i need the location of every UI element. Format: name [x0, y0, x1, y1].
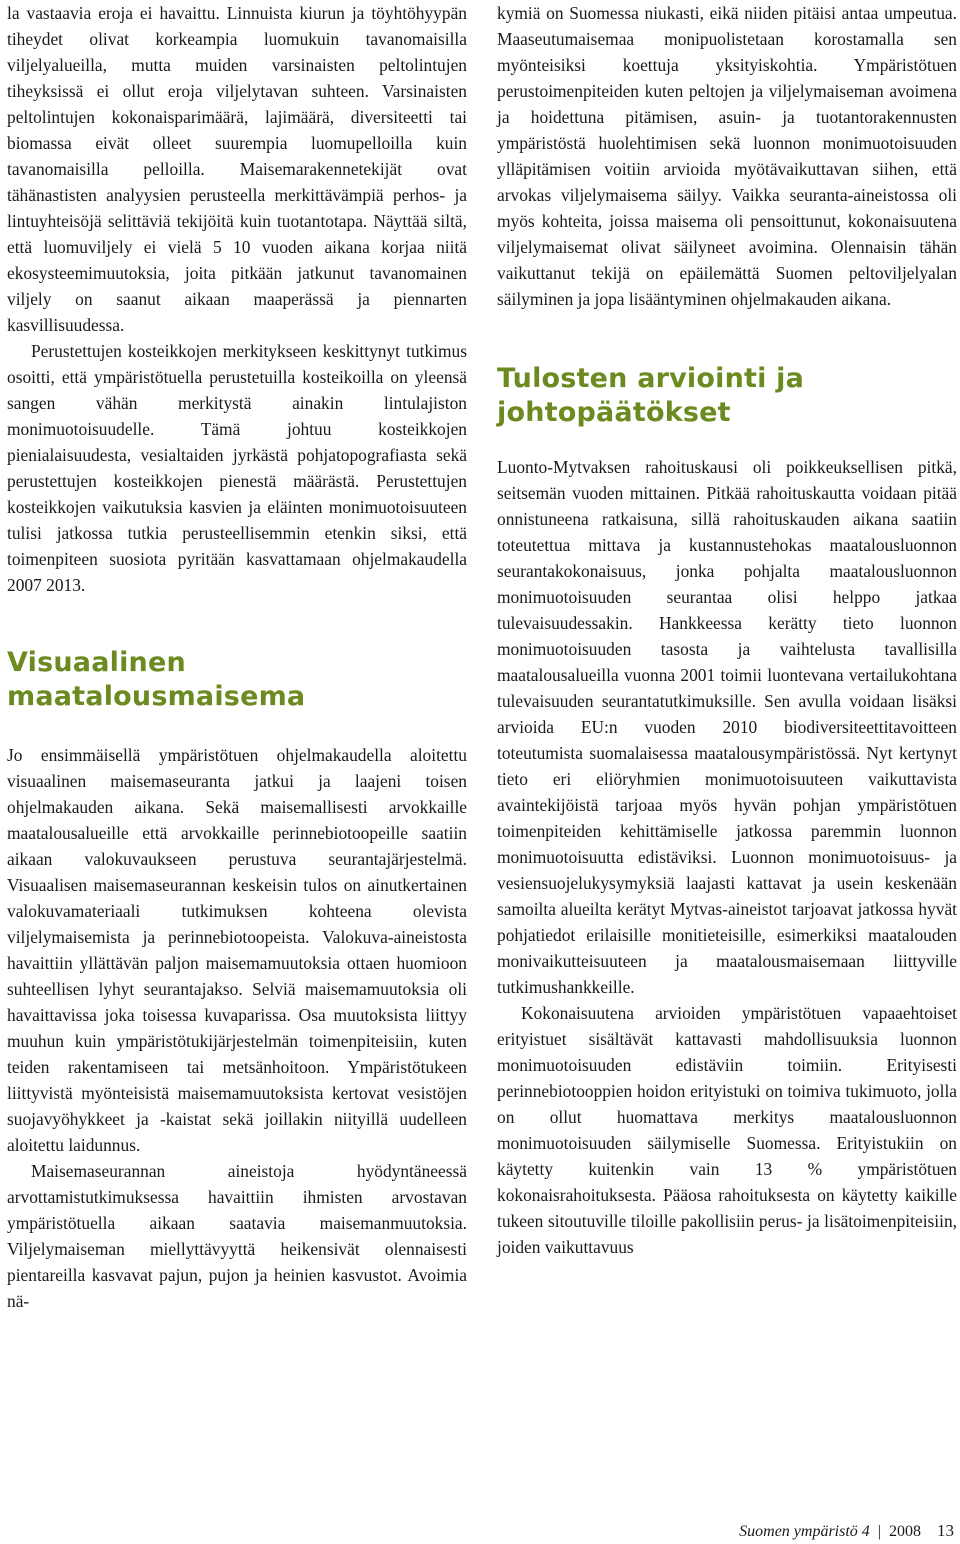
paragraph-open-views: kymiä on Suomessa niukasti, eikä niiden pitäisi antaa umpeutua. Maaseutumaisemaa monipuolistetaan korostamalla sen myönteisiksi koettuja yksityiskohtia. Ympäristötuen perustoimenpiteiden kuten peltojen ja viljelymaiseman avoimena ja hoidettuna pitämisen, asuin- ja tuotantorakennusten ympäristöstä huolehtimisen sekä luonnon monimuotoisuuden ylläpitämisen voitiin arvioida myötävaikuttavan siihen, että arvokas viljelymaisema säilyy. Vaikka seuranta-aineistossa oli myös kohteita, joissa maisema oli pensoittunut, kokonaisuutena viljelymaisemat olivat säilyneet avoimina. Olennaisin tähän vaikuttanut tekijä on epäilemättä Suomen peltoviljelyalan säilyminen ja jopa lisääntyminen ohjelmakauden aikana. — [497, 3, 957, 309]
paragraph-valuation-study: Maisemaseurannan aineistoja hyödyntäneessä arvottamistutkimuksessa havaittiin ihmisten arvostavan ympäristötuella aikaan saatavia maisemanmuutoksia. Viljelymaiseman miellyttävyyttä heikensivät olennaisesti pientareilla kasvavat pajun, pujon ja heinien kasvustot. Avoimia nä- — [7, 1161, 467, 1311]
footer-year: 2008 — [889, 1523, 921, 1540]
paragraph-overall-assessment: Kokonaisuutena arvioiden ympäristötuen vapaaehtoiset erityistuet sisältävät kattavasti mahdollisuuksia luonnon monimuotoisuuden edistäviin toimiin. Erityisesti perinnebiotooppien hoidon erityistuki on toimiva tukimuoto, jolla on ollut huomattava merkitys maatalousluonnon monimuotoisuuden säilymiselle Suomessa. Erityistukiin on käytetty kuitenkin vain 13 % ympäristötuen kokonaisrahoituksesta. Pääosa rahoituksesta on käytetty kaikille tukeen sitoutuville tiloille pakollisiin perus- ja lisätoimenpiteisiin, joiden vaikuttavuus — [497, 1003, 957, 1257]
paragraph-landscape-monitoring: Jo ensimmäisellä ympäristötuen ohjelmakaudella aloitettu visuaalinen maisemaseuranta jatkui ja laajeni toisen ohjelmakauden aikana. Sekä maisemallisesti arvokkaille maatalousalueille että arvokkaille perinnebiotoopeille saatiin aikaan valokuvaukseen perustuva seurantajärjestelmä. Visuaalisen maisemaseurannan keskeisin tulos on ainutkertainen valokuvamateriaali tutkimuksen kohteena olevista viljelymaisemista ja perinnebiotoopeista. Valokuva-aineistosta havaittiin yllättävän paljon maisemamuutoksia ottaen huomioon suhteellisen lyhyt seurantajakso. Selviä maisemamuutoksia oli havaittavissa joka toisessa kuvaparissa. Osa muutoksista liittyy muuhun kuin ympäristötukijärjestelmän toimenpiteisiin, kuten teiden rakentamiseen tai metsänhoitoon. Ympäristötukeen liittyvistä myönteisistä maisemamuutoksista kertovat vesistöjen suojavyöhykkeet ja -kaistat sekä joillakin niityillä uudelleen aloitettu laidunnus. — [7, 745, 467, 1155]
footer-separator: | — [877, 1523, 881, 1540]
page-number: 13 — [937, 1521, 954, 1540]
footer-publication: Suomen ympäristö 4 — [739, 1523, 870, 1540]
paragraph-continued: la vastaavia eroja ei havaittu. Linnuista kiurun ja töyhtöhyypän tiheydet olivat korkeampia luomukuin tavanomaisilla viljelyalueilla, mutta muiden varsinaisten peltolintujen tiheyksissä ei ollut eroja viljelytavan suhteen. Varsinaisten peltolintujen kokonaisparimäärä, lajimäärä, diversiteetti tai biomassa eivät olleet suurempia luomupelloilla kuin tavanomaisilla pelloilla. Maisemarakennetekijät ovat tähänastisten analyysien perusteella merkittävämpiä perhos- ja lintuyhteisöjä selittäviä tekijöitä kuin tuotantotapa. Näyttää siltä, että luomuviljely ei vielä 5 10 vuoden aikana korjaa niitä ekosysteemimuutoksia, joita pitkään jatkunut tavanomainen viljely on saanut aikaan maaperässä ja piennarten kasvillisuudessa. — [7, 3, 467, 335]
heading-results-conclusions: Tulosten arviointi ja johtopäätökset — [497, 363, 805, 428]
paragraph-wetlands: Perustettujen kosteikkojen merkitykseen keskittynyt tutkimus osoitti, että ympäristötuella perustetuilla kosteikoilla on yleensä sangen vähän merkitystä ainakin lintulajiston monimuotoisuudelle. Tämä johtuu kosteikkojen pienialaisuudesta, vesialtaiden jyrkästä pohjatopografiasta sekä perustettujen kosteikkojen pienestä määrästä. Perustettujen kosteikkojen vaikutuksia kasvien ja eläinten monimuotoisuuteen tulisi jatkossa tutkia perusteellisemmin etenkin siksi, että toimenpiteen suosiota pyritään kasvattamaan ohjelmakaudella 2007 2013. — [7, 341, 467, 595]
right-column — [497, 0, 957, 1260]
paragraph-funding-period: Luonto-Mytvaksen rahoituskausi oli poikkeuksellisen pitkä, seitsemän vuoden mittainen. Pitkää rahoituskautta voidaan pitää onnistuneena ratkaisuna, sillä rahoituskauden aikana saatiin toteutettua mittava ja kustannustehokas maatalousluonnon seurantakokonaisuus, jonka pohjalta maatalousluonnon monimuotoisuuden seurantaa olisi helppo jatkaa tulevaisuudessakin. Hankkeessa kerätty tieto luonnon monimuotoisuuden tasosta ja vaihtelusta tavallisilla maatalousalueilla vuonna 2001 toimii luontevana vertailukohtana tulevaisuuden seurantatutkimuksille. Sen avulla voidaan lisäksi arvioida EU:n vuoden 2010 biodiversiteettitavoitteen toteutumista suomalaisessa maatalousympäristössä. Nyt kertynyt tieto eri eliöryhmien monimuotoisuuteen vaikuttavista avaintekijöistä tarjoaa myös hyvän pohjan ympäristötuen toimenpiteiden kehittämiselle jatkossa paremmin luonnon monimuotoisuutta edistäviksi. Luonnon monimuotoisuus- ja vesiensuojelukysymyksiä laajasti kattavat ja usein keskenään samoilta alueilta kerätyt Mytvas-aineistot tarjoavat jatkossa hyvät pohjatiedot erilaisille monitieteisille, esimerkiksi maatalouden monivaikutteisuuteen ja maatalousmaisemaan liittyville tutkimushankkeille. — [497, 457, 957, 997]
heading-visual-landscape: Visuaalinen maatalousmaisema — [7, 647, 306, 712]
page-footer — [739, 1521, 954, 1541]
left-column — [7, 0, 467, 1314]
